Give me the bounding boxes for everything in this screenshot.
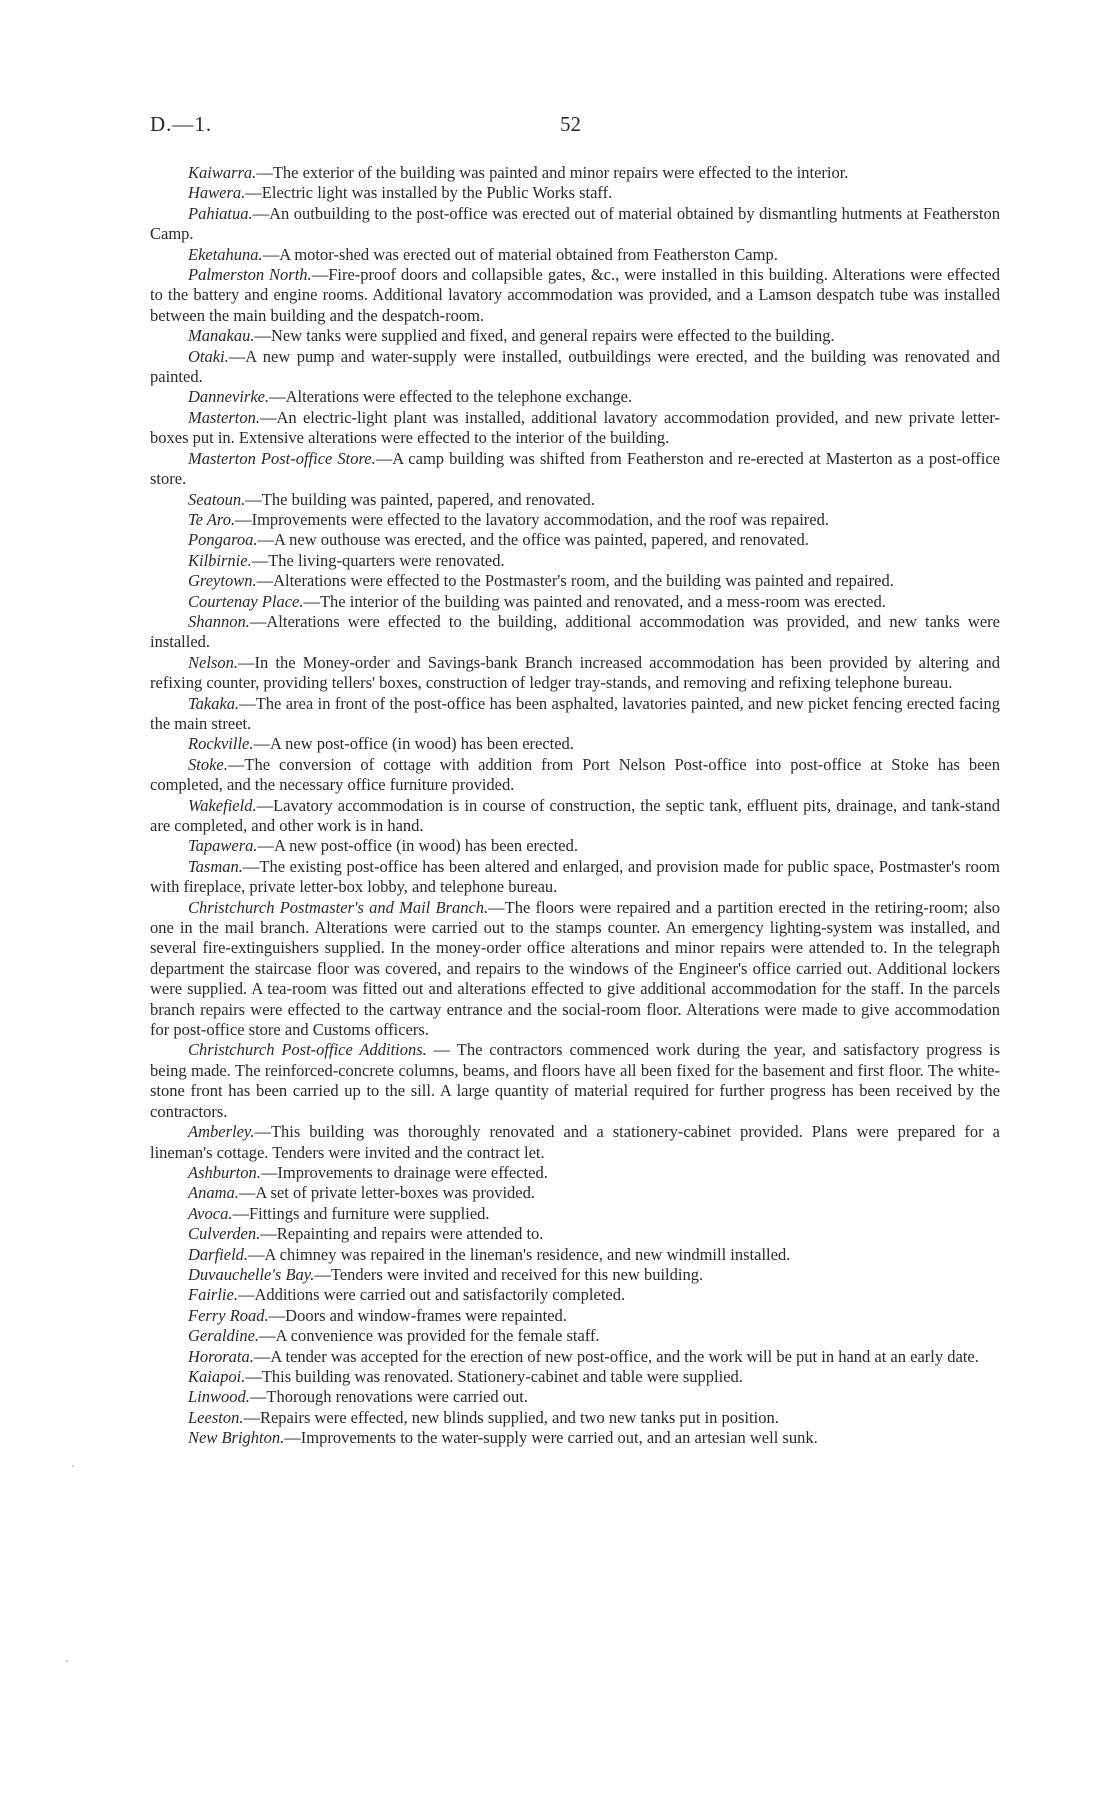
report-entry [150,592,1000,612]
entry-place-name: Pongaroa. [188,530,258,550]
entry-text: —Repairs were effected, new blinds supplied, and two new tanks put in position. [243,1407,779,1427]
report-entry [150,755,1000,796]
entry-place-name: Otaki. [188,346,229,366]
entry-text: —The living-quarters were renovated. [251,550,505,570]
entry-text: —A new outhouse was erected, and the office was painted, papered, and renovated. [257,530,809,550]
entry-text: —A new pump and water-supply were installed, outbuildings were erected, and the building was renovated and painted. [150,346,1000,387]
entry-text: —This building was thoroughly renovated and a stationery-cabinet provided. Plans were prepared for a lineman's cottage. Tenders were invited and the contract let. [150,1122,1000,1162]
entry-text: —The area in front of the post-office has been asphalted, lavatories painted, and new picket fencing erected facing the main street. [150,693,1000,733]
report-body [150,163,1000,1449]
entry-text: —Additions were carried out and satisfactorily completed. [237,1285,626,1305]
entry-text: —A tender was accepted for the erection of new post-office, and the work will be put in hand at an early date. [253,1346,979,1366]
report-entry [150,1285,1000,1305]
entry-place-name: Linwood. [188,1387,250,1407]
entry-place-name: Tasman. [188,856,243,876]
report-entry [150,1387,1000,1407]
entry-place-name: Amberley. [188,1122,255,1142]
report-entry [150,612,1000,653]
entry-text: —Improvements to drainage were effected. [260,1162,548,1182]
entry-text: —The existing post-office has been altered and enlarged, and provision made for public space, Postmaster's room with fireplace, private letter-box lobby, and telephone bureau. [150,856,1000,897]
entry-text: —Electric light was installed by the Public Works staff. [245,183,613,203]
entry-place-name: Darfield. [188,1244,249,1264]
entry-text: —The exterior of the building was painted and minor repairs were effected to the interior. [256,163,849,182]
report-entry [150,551,1000,571]
entry-place-name: Masterton. [188,407,260,427]
entry-text: —A new post-office (in wood) has been erected. [253,734,574,754]
entry-text: —A set of private letter-boxes was provided. [238,1183,536,1203]
entry-place-name: Leeston. [188,1407,244,1427]
report-entry [150,1204,1000,1224]
entry-text: —An electric-light plant was installed, additional lavatory accommodation provided, and new private letter-boxes put in. Extensive alterations were effected to the interior of the building. [150,407,1000,448]
entry-place-name: Nelson. [188,652,238,672]
report-entry [150,857,1000,898]
entry-text: —In the Money-order and Savings-bank Branch increased accommodation has been provided by altering and refixing counter, providing tellers' boxes, construction of ledger tray-stands, and removing and refixing telephone bureau. [150,652,1000,693]
entry-place-name: Masterton Post-office Store. [188,448,376,468]
entry-place-name: Fairlie. [188,1285,238,1305]
entry-place-name: Palmerston North. [188,265,312,285]
entry-text: —The building was painted, papered, and renovated. [245,489,595,509]
entry-text: —Alterations were effected to the telephone exchange. [269,387,633,407]
entry-text: —Alterations were effected to the Postmaster's room, and the building was painted and repaired. [256,571,894,591]
report-entry [150,326,1000,346]
entry-place-name: Eketahuna. [188,244,263,264]
report-entry [150,1265,1000,1285]
entry-text: —New tanks were supplied and fixed, and general repairs were effected to the building. [254,326,835,346]
report-entry [150,245,1000,265]
report-entry [150,1224,1000,1244]
entry-text: —Doors and window-frames were repainted. [268,1305,567,1325]
entry-place-name: Ferry Road. [188,1305,269,1325]
entry-place-name: Anama. [188,1183,239,1203]
entry-text: —Repainting and repairs were attended to. [260,1224,544,1244]
report-entry [150,408,1000,449]
entry-text: —Improvements to the water-supply were carried out, and an artesian well sunk. [284,1428,818,1448]
entry-text: —Improvements were effected to the lavatory accommodation, and the roof was repaired. [235,509,829,529]
entry-text: —Lavatory accommodation is in course of construction, the septic tank, effluent pits, drainage, and tank-stand are completed, and other work is in hand. [150,795,1000,835]
report-entry [150,1183,1000,1203]
entry-text: — The contractors commenced work during the year, and satisfactory progress is being made. The reinforced-concrete columns, beams, and floors have all been fixed for the basement and first floor. The white-stone front has been carried up to the sill. A large quantity of material required for further progress has been received by the contractors. [150,1040,1000,1121]
report-entry [150,836,1000,856]
entry-place-name: Takaka. [188,693,240,713]
report-entry [150,265,1000,326]
report-entry [150,1408,1000,1428]
report-entry [150,1347,1000,1367]
report-entry [150,490,1000,510]
entry-place-name: Duvauchelle's Bay. [188,1264,315,1284]
entry-place-name: Shannon. [188,611,250,631]
entry-place-name: Seatoun. [188,489,246,509]
report-entry [150,571,1000,591]
entry-place-name: Christchurch Postmaster's and Mail Branch. [188,897,489,917]
report-entry [150,1163,1000,1183]
report-entry [150,387,1000,407]
entry-place-name: Dannevirke. [188,387,270,407]
entry-place-name: Culverden. [188,1224,261,1244]
entry-text: —A motor-shed was erected out of material obtained from Featherston Camp. [262,244,778,264]
entry-place-name: Stoke. [188,754,228,774]
report-entry [150,734,1000,754]
entry-text: —Fittings and furniture were supplied. [232,1203,490,1223]
page-number: 52 [560,112,581,136]
entry-place-name: Hororata. [188,1346,254,1366]
entry-text: —A camp building was shifted from Featherston and re-erected at Masterton as a post-office store. [150,448,1001,489]
entry-place-name: New Brighton. [188,1428,285,1448]
entry-place-name: Tapawera. [188,836,258,856]
entry-place-name: Kaiwarra. [188,163,257,182]
entry-place-name: Avoca. [188,1203,233,1223]
entry-place-name: Kilbirnie. [188,550,252,570]
scan-speck [72,1465,74,1467]
report-entry [150,1428,1000,1448]
entry-place-name: Courtenay Place. [188,591,304,611]
entry-text: —Tenders were invited and received for this new building. [314,1264,704,1284]
entry-text: —The interior of the building was painted and renovated, and a mess-room was erected. [303,591,886,611]
entry-place-name: Manakau. [188,326,255,346]
report-entry [150,183,1000,203]
report-entry [150,449,1000,490]
entry-place-name: Wakefield. [188,795,257,815]
report-entry [150,1306,1000,1326]
entry-place-name: Kaiapoi. [188,1366,246,1386]
report-entry [150,796,1000,837]
report-entry [150,347,1000,388]
report-entry [150,510,1000,530]
entry-place-name: Ashburton. [188,1162,261,1182]
page-header [150,112,1000,142]
report-entry [150,530,1000,550]
entry-place-name: Greytown. [188,571,257,591]
entry-place-name: Hawera. [188,183,246,203]
entry-place-name: Christchurch Post-office Additions. [188,1040,427,1060]
entry-place-name: Te Aro. [188,509,236,529]
entry-text: —An outbuilding to the post-office was erected out of material obtained by dismantling hutments at Featherston Camp. [150,203,1000,244]
report-entry [150,1040,1000,1122]
document-code: D.—1. [150,112,213,136]
scan-speck [66,1660,68,1662]
entry-text: —The floors were repaired and a partition erected in the retiring-room; also one in the mail branch. Alterations were carried out to the stamps counter. An emergency lighting-system was installed, and several fire-extinguishers supplied. In the money-order office alterations and minor repairs were attended to. In the telegraph department the staircase floor was covered, and repairs to the windows of the Engineer's office carried out. Additional lockers were supplied. A tea-room was fitted out and alterations effected to give additional accommodation for the staff. In the parcels branch repairs were effected to the cartway entrance and the social-room floor. Alterations were made to give accommodation for post-office store and Customs officers. [150,897,1000,1040]
entry-text: —Alterations were effected to the building, additional accommodation was provided, and new tanks were installed. [150,611,1000,652]
entry-text: —A chimney was repaired in the lineman's residence, and new windmill installed. [248,1244,791,1264]
entry-text: —The conversion of cottage with addition from Port Nelson Post-office into post-office at Stoke has been completed, and the necessary office furniture provided. [150,754,1000,795]
report-entry [150,1367,1000,1387]
report-entry [150,653,1000,694]
report-entry [150,204,1000,245]
report-entry [150,1326,1000,1346]
entry-text: —A convenience was provided for the female staff. [259,1326,600,1346]
report-entry [150,1245,1000,1265]
entry-place-name: Rockville. [188,734,254,754]
report-entry [150,163,1000,183]
entry-place-name: Geraldine. [188,1326,260,1346]
report-entry [150,1122,1000,1163]
entry-place-name: Pahiatua. [188,203,253,223]
report-entry [150,898,1000,1041]
entry-text: —Fire-proof doors and collapsible gates, &c., were installed in this building. Alterations were effected to the battery and engine rooms. Additional lavatory accommodation was provided, and a Lamson despatch tube was installed between the main building and the despatch-room. [150,265,1000,325]
entry-text: —This building was renovated. Stationery-cabinet and table were supplied. [245,1366,743,1386]
entry-text: —A new post-office (in wood) has been erected. [257,836,578,856]
entry-text: —Thorough renovations were carried out. [249,1387,529,1407]
report-entry [150,694,1000,735]
